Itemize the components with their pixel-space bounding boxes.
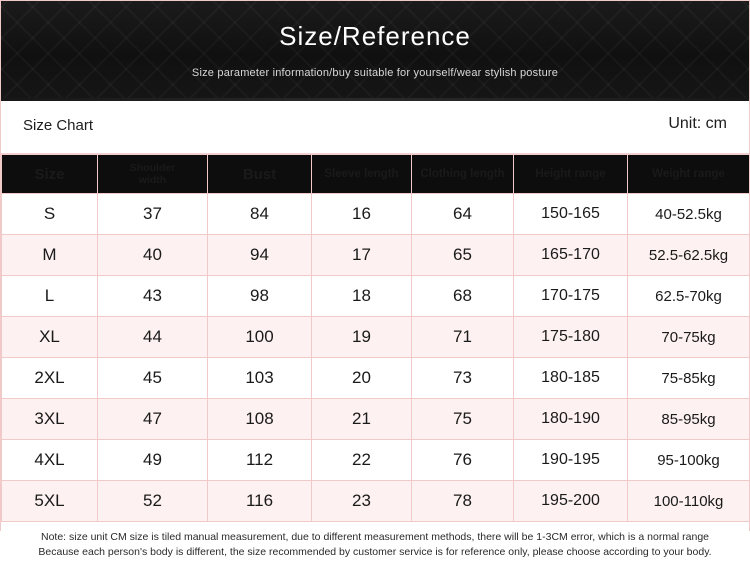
cell-clothing: 75 <box>412 399 514 440</box>
cell-sleeve: 21 <box>312 399 412 440</box>
chart-header-row <box>1 101 749 154</box>
column-header-clothing-length: Clothing length <box>412 155 514 194</box>
cell-size: 4XL <box>2 440 98 481</box>
cell-sleeve: 16 <box>312 194 412 235</box>
cell-size: 2XL <box>2 358 98 399</box>
cell-shoulder: 52 <box>98 481 208 522</box>
cell-sleeve: 22 <box>312 440 412 481</box>
cell-bust: 116 <box>208 481 312 522</box>
cell-weight: 75-85kg <box>628 358 750 399</box>
column-header-shoulder-line2: width <box>138 174 167 186</box>
cell-sleeve: 20 <box>312 358 412 399</box>
table-row <box>2 276 750 317</box>
cell-height: 190-195 <box>514 440 628 481</box>
cell-clothing: 68 <box>412 276 514 317</box>
note-line-1: Note: size unit CM size is tiled manual measurement, due to different measurement methods, there will be 1-3CM error, which is a normal range <box>40 531 710 543</box>
column-header-weight-range: Weight range <box>628 155 750 194</box>
table-row <box>2 235 750 276</box>
cell-weight: 62.5-70kg <box>628 276 750 317</box>
table-row <box>2 481 750 522</box>
cell-height: 150-165 <box>514 194 628 235</box>
column-header-shoulder-width <box>98 155 208 194</box>
column-header-size: Size <box>2 155 98 194</box>
size-table <box>1 154 750 522</box>
cell-height: 180-190 <box>514 399 628 440</box>
cell-bust: 112 <box>208 440 312 481</box>
measurement-note <box>1 522 749 566</box>
cell-size: M <box>2 235 98 276</box>
cell-clothing: 64 <box>412 194 514 235</box>
cell-bust: 103 <box>208 358 312 399</box>
cell-weight: 52.5-62.5kg <box>628 235 750 276</box>
table-row <box>2 440 750 481</box>
cell-height: 180-185 <box>514 358 628 399</box>
cell-height: 195-200 <box>514 481 628 522</box>
cell-size: L <box>2 276 98 317</box>
column-header-shoulder-line1: Shoulder <box>129 162 176 174</box>
cell-clothing: 76 <box>412 440 514 481</box>
table-row <box>2 317 750 358</box>
table-header-row <box>2 155 750 194</box>
cell-shoulder: 37 <box>98 194 208 235</box>
cell-size: 3XL <box>2 399 98 440</box>
note-line-2: Because each person's body is different, the size recommended by customer service is for reference only, please choose according to your body. <box>38 546 712 558</box>
cell-height: 165-170 <box>514 235 628 276</box>
cell-weight: 85-95kg <box>628 399 750 440</box>
cell-sleeve: 18 <box>312 276 412 317</box>
cell-shoulder: 40 <box>98 235 208 276</box>
table-row <box>2 194 750 235</box>
column-header-sleeve-length: Sleeve length <box>312 155 412 194</box>
cell-height: 175-180 <box>514 317 628 358</box>
table-header <box>2 155 750 194</box>
column-header-bust: Bust <box>208 155 312 194</box>
size-chart-label: Size Chart <box>23 117 94 134</box>
cell-bust: 94 <box>208 235 312 276</box>
table-row <box>2 399 750 440</box>
cell-shoulder: 43 <box>98 276 208 317</box>
cell-clothing: 73 <box>412 358 514 399</box>
page-title: Size/Reference <box>279 21 471 51</box>
cell-bust: 84 <box>208 194 312 235</box>
cell-shoulder: 47 <box>98 399 208 440</box>
table-row <box>2 358 750 399</box>
cell-weight: 40-52.5kg <box>628 194 750 235</box>
page-subtitle: Size parameter information/buy suitable for yourself/wear stylish posture <box>191 67 559 79</box>
cell-clothing: 78 <box>412 481 514 522</box>
cell-sleeve: 17 <box>312 235 412 276</box>
cell-shoulder: 44 <box>98 317 208 358</box>
cell-clothing: 71 <box>412 317 514 358</box>
cell-height: 170-175 <box>514 276 628 317</box>
cell-weight: 95-100kg <box>628 440 750 481</box>
cell-clothing: 65 <box>412 235 514 276</box>
unit-label: Unit: cm <box>668 115 727 132</box>
cell-weight: 100-110kg <box>628 481 750 522</box>
cell-size: 5XL <box>2 481 98 522</box>
cell-size: S <box>2 194 98 235</box>
cell-weight: 70-75kg <box>628 317 750 358</box>
cell-sleeve: 19 <box>312 317 412 358</box>
header-banner <box>1 1 749 101</box>
column-header-height-range: Height range <box>514 155 628 194</box>
cell-size: XL <box>2 317 98 358</box>
cell-shoulder: 45 <box>98 358 208 399</box>
cell-sleeve: 23 <box>312 481 412 522</box>
table-body <box>2 194 750 522</box>
cell-shoulder: 49 <box>98 440 208 481</box>
cell-bust: 98 <box>208 276 312 317</box>
cell-bust: 108 <box>208 399 312 440</box>
cell-bust: 100 <box>208 317 312 358</box>
